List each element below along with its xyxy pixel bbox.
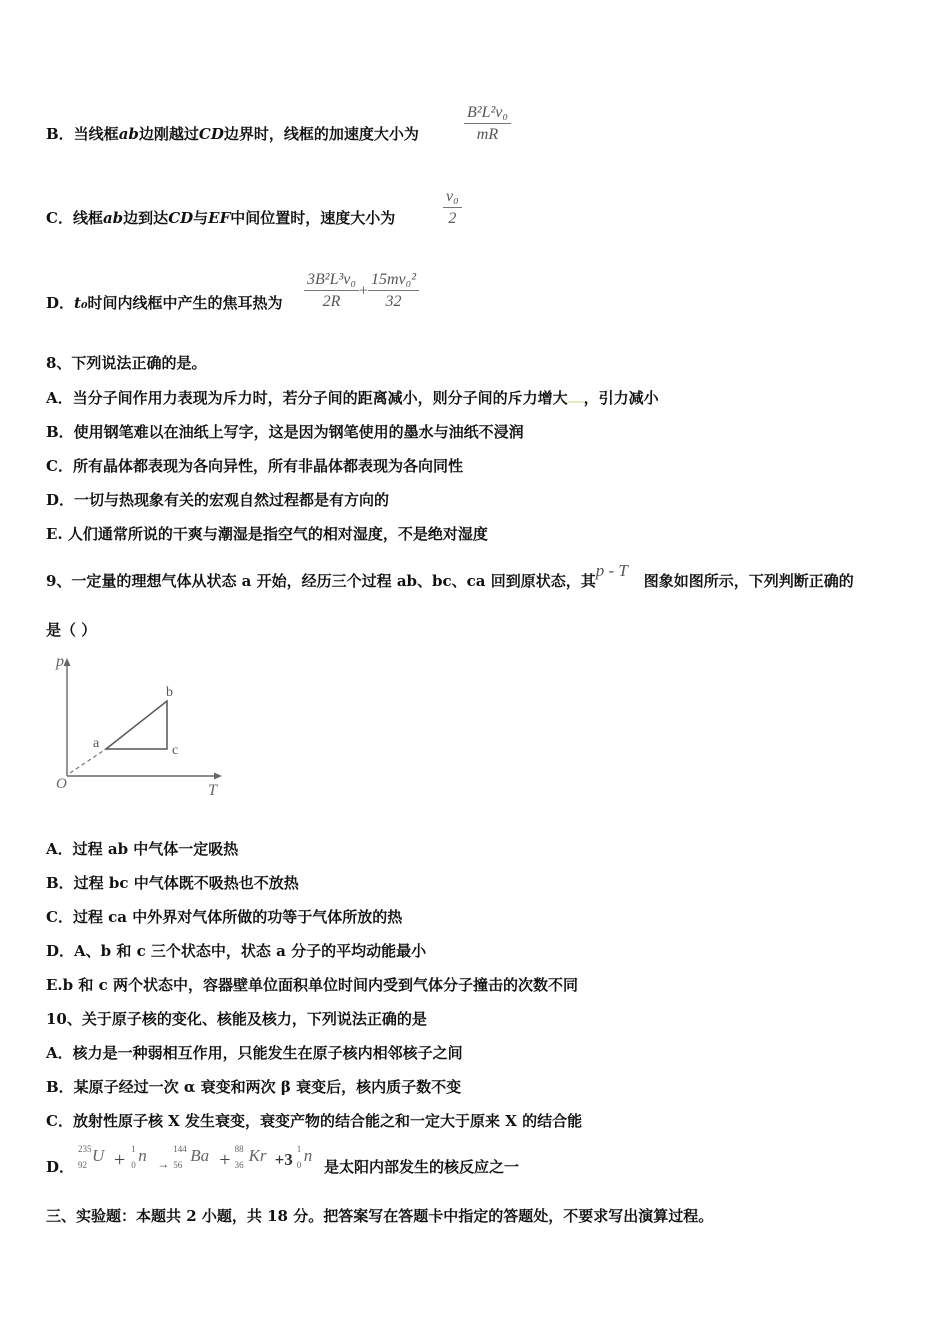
element-symbol: n: [138, 1146, 147, 1165]
fraction-numerator: 3B²L³v₀: [307, 271, 356, 288]
q7-option-b: [46, 124, 419, 144]
coefficient-three: +3: [274, 1150, 293, 1169]
mass-number: 235: [78, 1144, 92, 1154]
fraction-numerator: v₀: [446, 188, 459, 205]
q8-option-d: D．一切与热现象有关的宏观自然过程都是有方向的: [46, 491, 390, 509]
dashed-extension: [70, 749, 106, 773]
mass-number: 1: [131, 1144, 136, 1154]
pt-graph: [50, 650, 230, 800]
atomic-number: 0: [296, 1160, 302, 1170]
var-ef: EF: [208, 209, 231, 227]
stem-text: 图象如图所示，下列判断正确的: [643, 572, 854, 590]
reaction-arrow: →: [157, 1156, 170, 1171]
q10-option-d-tail: 是太阳内部发生的核反应之一: [324, 1158, 520, 1176]
option-text: 边界时，线框的加速度大小为: [223, 125, 419, 143]
fraction-numerator: 15mv₀²: [370, 271, 416, 288]
q9-stem-line2: 是（ ）: [46, 621, 97, 639]
var-ab: ab: [118, 125, 139, 143]
uranium-nuclide: [78, 1146, 108, 1174]
option-text: D．: [46, 294, 75, 312]
option-text: ，引力减小: [583, 389, 659, 407]
option-text: C．线框: [46, 209, 103, 227]
nuclear-equation: [78, 1146, 315, 1176]
q10-option-d-label: D．: [46, 1158, 75, 1176]
y-axis-label: p: [56, 653, 64, 670]
q9-option-a: A．过程 ab 中气体一定吸热: [46, 840, 239, 858]
option-text: B．当线框: [46, 125, 119, 143]
element-symbol: n: [303, 1146, 313, 1165]
q10-option-a: A．核力是一种弱相互作用，只能发生在原子核内相邻核子之间: [46, 1044, 463, 1062]
option-text: 时间内线框中产生的焦耳热为: [87, 294, 283, 312]
q10-stem: 10、关于原子核的变化、核能及核力，下列说法正确的是: [46, 1010, 427, 1028]
fraction-numerator: B²L²v₀: [467, 104, 508, 121]
point-b-label: b: [166, 685, 173, 700]
barium-nuclide: [173, 1146, 215, 1174]
fraction-denominator: 2: [443, 207, 462, 230]
q10-option-b: B．某原子经过一次 α 衰变和两次 β 衰变后，核内质子数不变: [46, 1078, 462, 1096]
q10-option-c: C．放射性原子核 X 发生衰变，衰变产物的结合能之和一定大于原来 X 的结合能: [46, 1112, 583, 1130]
y-axis-arrow: [64, 658, 71, 666]
element-symbol: U: [92, 1146, 105, 1165]
element-symbol: Ba: [190, 1146, 210, 1165]
mass-number: 1: [296, 1144, 302, 1154]
atomic-number: 56: [173, 1160, 183, 1170]
q8-option-a: [46, 388, 659, 408]
p-t-symbol: p - T: [595, 561, 628, 580]
option-text: 与: [193, 209, 209, 227]
q7c-fraction: [443, 187, 462, 230]
mass-number: 88: [234, 1144, 244, 1154]
q7d-fraction-2: [368, 270, 419, 313]
atomic-number: 92: [78, 1160, 87, 1170]
option-text: 边刚越过: [138, 125, 199, 143]
var-t0: t₀: [74, 294, 88, 312]
mass-number: 144: [173, 1144, 187, 1154]
q9-option-e: E.b 和 c 两个状态中，容器壁单位面积单位时间内受到气体分子撞击的次数不同: [46, 976, 578, 994]
q8-option-e: E. 人们通常所说的干爽与潮湿是指空气的相对湿度，不是绝对湿度: [46, 525, 488, 543]
x-axis-arrow: [214, 773, 222, 780]
stem-text: 9、一定量的理想气体从状态 a 开始，经历三个过程 ab、bc、ca 回到原状态，其: [46, 572, 596, 590]
element-symbol: Kr: [248, 1146, 267, 1165]
plus-sign: +: [114, 1148, 126, 1171]
point-a-label: a: [93, 736, 100, 751]
option-text: A．当分子间作用力表现为斥力时，若分子间的距离减小，则分子间的斥力增大: [46, 389, 568, 407]
neutron-2: [293, 1146, 315, 1174]
option-text: 中间位置时，速度大小为: [230, 209, 396, 227]
fraction-denominator: 32: [368, 290, 419, 313]
highlight-mark: [568, 401, 584, 403]
x-axis-label: T: [208, 782, 217, 799]
krypton-nuclide: [235, 1146, 273, 1174]
q8-option-c: C．所有晶体都表现为各向异性，所有非晶体都表现为各向同性: [46, 457, 463, 475]
point-c-label: c: [172, 743, 179, 758]
q8-option-b: B．使用钢笔难以在油纸上写字，这是因为钢笔使用的墨水与油纸不浸润: [46, 423, 524, 441]
neutron-1: [127, 1146, 147, 1174]
q7d-fraction-1: [304, 270, 359, 313]
var-cd: CD: [168, 209, 194, 227]
atomic-number: 0: [131, 1160, 136, 1170]
q9-option-b: B．过程 bc 中气体既不吸热也不放热: [46, 874, 299, 892]
q8-stem: 8、下列说法正确的是。: [46, 354, 207, 372]
option-text: 边到达: [123, 209, 169, 227]
fraction-denominator: 2R: [304, 290, 359, 313]
fraction-denominator: mR: [464, 123, 511, 146]
cycle-triangle: [106, 701, 167, 749]
plus-sign: +: [358, 282, 368, 300]
plus-sign: +: [219, 1148, 231, 1171]
var-ab: ab: [102, 209, 124, 227]
q9-stem: [46, 561, 854, 591]
q7-option-c: [46, 208, 395, 228]
atomic-number: 36: [234, 1160, 244, 1170]
var-cd: CD: [198, 125, 224, 143]
q7-option-d: [46, 293, 283, 313]
q7d-expression: [304, 270, 419, 313]
q9-option-c: C．过程 ca 中外界对气体所做的功等于气体所放的热: [46, 908, 403, 926]
q9-option-d: D．A、b 和 c 三个状态中，状态 a 分子的平均动能最小: [46, 942, 427, 960]
origin-label: O: [56, 776, 67, 792]
q7b-fraction: [464, 103, 511, 146]
section-3-heading: 三、实验题：本题共 2 小题，共 18 分。把答案写在答题卡中指定的答题处，不要求写出演算过程。: [46, 1207, 714, 1225]
